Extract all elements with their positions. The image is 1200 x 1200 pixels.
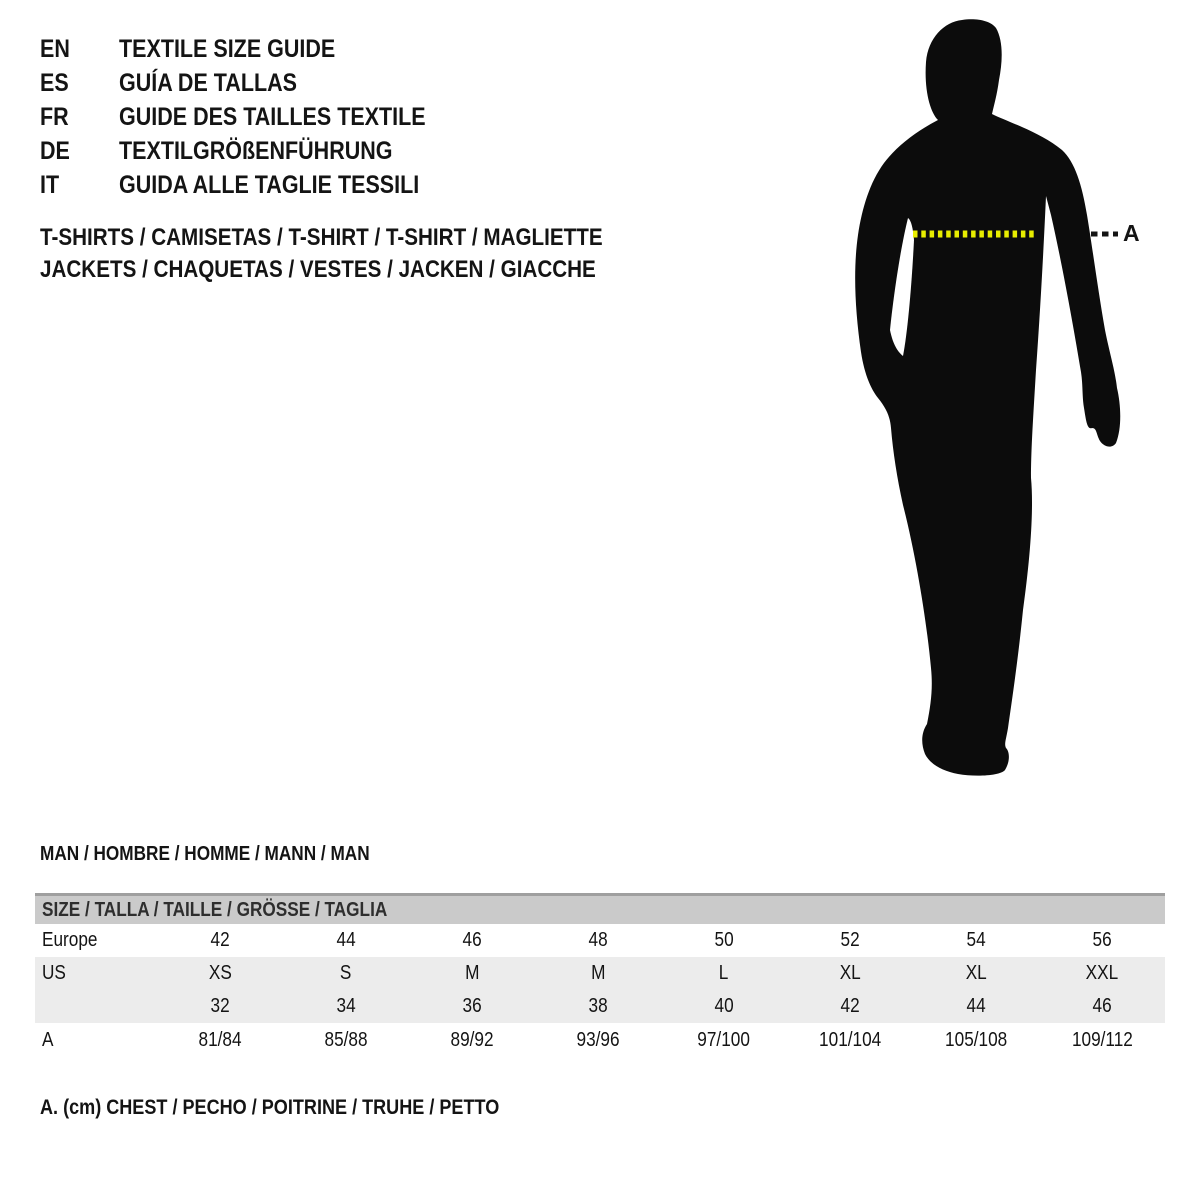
category-block: [40, 222, 694, 286]
size-cell: 97/100: [697, 1029, 751, 1051]
man-silhouette: [818, 0, 1200, 800]
language-code: ES: [40, 68, 69, 97]
size-table: [35, 893, 1165, 1058]
language-row: [40, 134, 476, 168]
size-cell: 42: [210, 929, 230, 951]
category-jackets: JACKETS / CHAQUETAS / VESTES / JACKEN / GIACCHE: [40, 256, 596, 283]
size-cell: 81/84: [198, 1029, 242, 1051]
size-cell: 32: [210, 995, 230, 1017]
guide-title: TEXTILE SIZE GUIDE: [119, 34, 336, 63]
size-cell: 89/92: [450, 1029, 494, 1051]
size-cell: 46: [1092, 995, 1112, 1017]
man-figure: [818, 0, 1200, 800]
language-code: IT: [40, 170, 60, 199]
size-cell: 44: [966, 995, 986, 1017]
language-code: DE: [40, 136, 70, 165]
size-cell: XL: [965, 962, 987, 984]
size-cell: XL: [839, 962, 861, 984]
size-cell: 38: [588, 995, 608, 1017]
table-header-size: [35, 893, 1165, 924]
row-label: A: [42, 1029, 54, 1051]
guide-title: GUIDE DES TAILLES TEXTILE: [119, 102, 426, 131]
language-code: EN: [40, 34, 70, 63]
footnote-chest: [40, 1096, 574, 1120]
size-cell: 48: [588, 929, 608, 951]
language-title-block: [40, 32, 476, 202]
size-cell: 42: [840, 995, 860, 1017]
language-row: [40, 168, 476, 202]
guide-title: TEXTILGRÖßENFÜHRUNG: [119, 136, 393, 165]
table-row-europe: [35, 924, 1165, 957]
size-cell: 50: [714, 929, 734, 951]
measure-label-a: A: [1123, 220, 1140, 246]
language-row: [40, 100, 476, 134]
size-cell: 54: [966, 929, 986, 951]
table-row-us: [35, 957, 1165, 990]
row-label: Europe: [42, 929, 98, 951]
size-cell: 101/104: [818, 1029, 882, 1051]
section-title-text: MAN / HOMBRE / HOMME / MANN / MAN: [40, 843, 370, 865]
size-cell: 105/108: [944, 1029, 1008, 1051]
footnote-text: A. (cm) CHEST / PECHO / POITRINE / TRUHE / PETTO: [40, 1096, 500, 1119]
size-cell: 93/96: [576, 1029, 620, 1051]
size-cell: M: [590, 962, 606, 984]
guide-title: GUÍA DE TALLAS: [119, 68, 297, 97]
category-tshirts: T-SHIRTS / CAMISETAS / T-SHIRT / T-SHIRT / MAGLIETTE: [40, 224, 603, 251]
language-row: [40, 66, 476, 100]
size-cell: 52: [840, 929, 860, 951]
size-cell: XXL: [1085, 962, 1119, 984]
size-cell: 40: [714, 995, 734, 1017]
size-cell: S: [340, 962, 352, 984]
size-cell: 46: [462, 929, 482, 951]
size-cell: 44: [336, 929, 356, 951]
table-row-chest: [35, 1023, 1165, 1058]
size-cell: 34: [336, 995, 356, 1017]
table-header-text: SIZE / TALLA / TAILLE / GRÖSSE / TAGLIA: [42, 898, 388, 921]
table-row-numeric: [35, 990, 1165, 1023]
guide-title: GUIDA ALLE TAGLIE TESSILI: [119, 170, 420, 199]
size-cell: M: [464, 962, 480, 984]
size-cell: 56: [1092, 929, 1112, 951]
size-cell: 85/88: [324, 1029, 368, 1051]
size-cell: XS: [208, 962, 232, 984]
section-title-man: [40, 843, 423, 866]
size-cell: 109/112: [1071, 1029, 1133, 1051]
language-row: [40, 32, 476, 66]
silhouette-path: [855, 19, 1120, 775]
language-code: FR: [40, 102, 69, 131]
size-cell: 36: [462, 995, 482, 1017]
size-cell: L: [719, 962, 729, 984]
row-label: US: [42, 962, 66, 984]
